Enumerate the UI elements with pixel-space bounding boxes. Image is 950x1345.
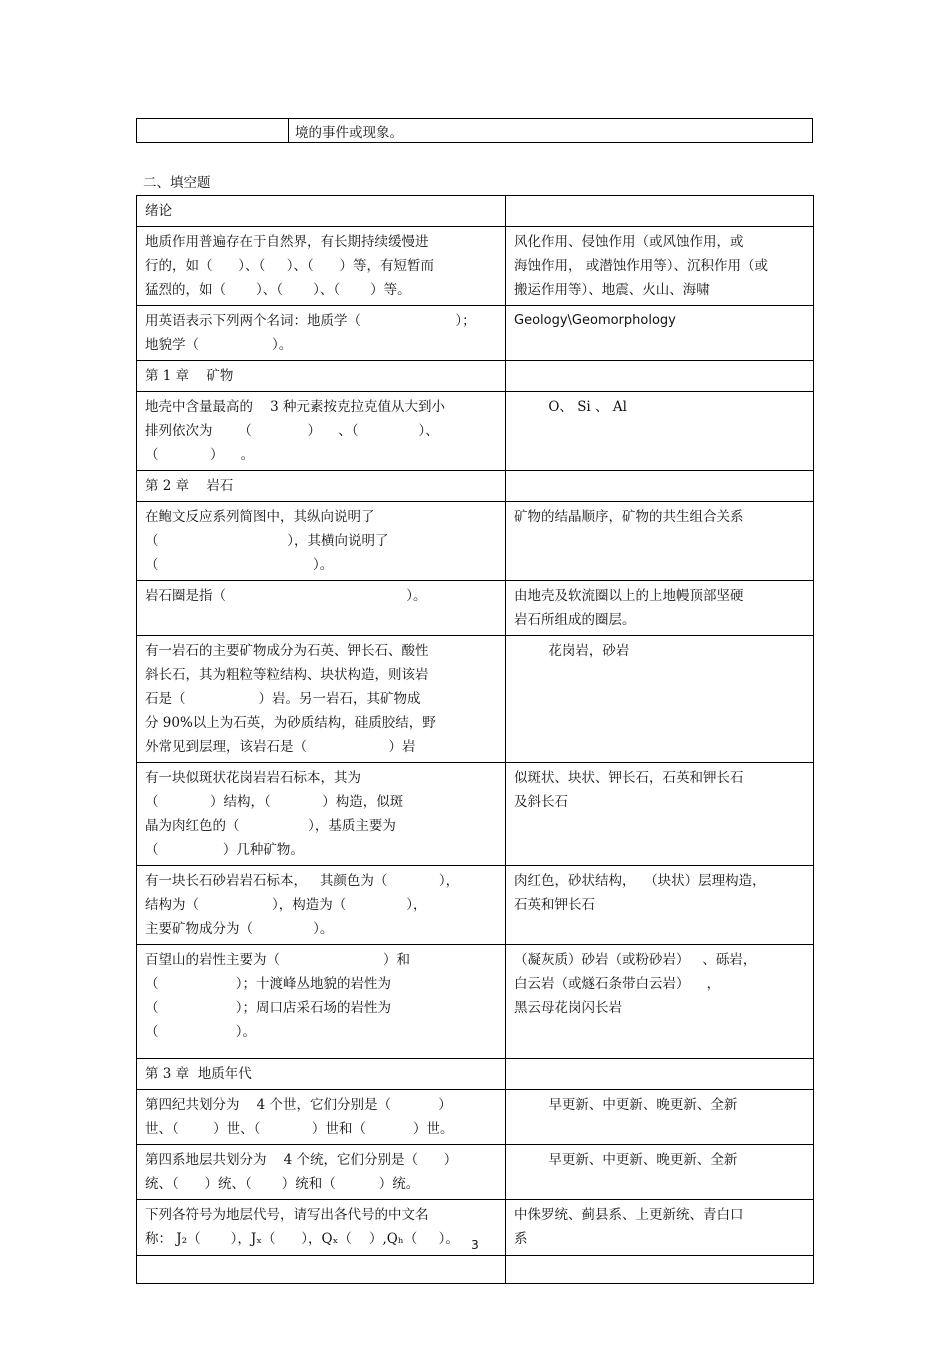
question-cell (137, 763, 506, 866)
question-line: （ ）；十渡峰丛地貌的岩性为 (145, 976, 391, 992)
table-row (137, 636, 814, 763)
chapter-heading: 第 2 章 岩石 (145, 478, 234, 494)
question-line: （ ）；周口店采石场的岩性为 (145, 1000, 391, 1016)
question-line: （ ），其横向说明了 (145, 533, 389, 549)
question-line: 在鲍文反应系列简图中，其纵向说明了 (145, 509, 375, 525)
question-line: 有一岩石的主要矿物成分为石英、钾长石、酸性 (145, 643, 429, 659)
question-cell (137, 1090, 506, 1145)
question-cell (137, 471, 506, 502)
answer-line: O、 Si 、 Al (514, 399, 627, 415)
chapter-heading-row (137, 1059, 814, 1090)
answer-line: 中侏罗统、蓟县系、上更新统、青白口 (514, 1207, 744, 1223)
question-line: 岩石圈是指（ ）。 (145, 588, 427, 604)
answer-line: Geology\Geomorphology (514, 313, 676, 328)
answer-cell (506, 581, 814, 636)
answer-cell (506, 866, 814, 945)
question-line: 地貌学（ ）。 (145, 337, 293, 353)
answer-cell (506, 1256, 814, 1284)
question-line: 百望山的岩性主要为（ ）和 (145, 952, 410, 968)
answer-line: 白云岩（或燧石条带白云岩） ， (514, 976, 721, 992)
answer-line: 由地壳及软流圈以上的上地幔顶部坚硬 (514, 588, 744, 604)
table-row (137, 1090, 814, 1145)
answer-line: 石英和钾长石 (514, 897, 595, 913)
question-line: 石是（ ）岩。另一岩石，其矿物成 (145, 691, 421, 707)
table-row (137, 945, 814, 1059)
question-cell (137, 581, 506, 636)
answer-cell (506, 945, 814, 1059)
question-line: 下列各符号为地层代号，请写出各代号的中文名 (145, 1207, 429, 1223)
question-cell (137, 1145, 506, 1200)
table-row (137, 1256, 814, 1284)
question-line: 斜长石，其为粗粒等粒结构、块状构造，则该岩 (145, 667, 429, 683)
chapter-heading-row (137, 361, 814, 392)
chapter-heading: 第 3 章 地质年代 (145, 1066, 252, 1082)
answer-line: 矿物的结晶顺序，矿物的共生组合关系 (514, 509, 744, 525)
answer-cell (506, 196, 814, 227)
table-row (137, 119, 813, 143)
question-cell (137, 636, 506, 763)
answer-cell (506, 306, 814, 361)
table-row (137, 306, 814, 361)
answer-line: 岩石所组成的圈层。 (514, 612, 636, 628)
fill-blank-table (136, 195, 814, 1284)
answer-line: 肉红色，砂状结构， （块状）层理构造， (514, 873, 766, 889)
table-row (137, 866, 814, 945)
table-row (137, 581, 814, 636)
answer-cell (506, 1145, 814, 1200)
answer-line: 及斜长石 (514, 794, 568, 810)
table-row (137, 1145, 814, 1200)
question-line: （ ）结构，（ ）构造，似斑 (145, 794, 404, 810)
answer-line: 早更新、中更新、晚更新、全新 (514, 1097, 738, 1113)
answer-cell (506, 763, 814, 866)
question-line: 结构为（ ），构造为（ ）， (145, 897, 427, 913)
table-row (137, 763, 814, 866)
question-line: 第四纪共划分为 4 个世，它们分别是（ ） (145, 1097, 452, 1113)
answer-cell (506, 392, 814, 471)
question-cell (137, 306, 506, 361)
question-line: 世、（ ）世、（ ）世和（ ）世。 (145, 1121, 454, 1137)
table-row (137, 502, 814, 581)
question-line: 分 90%以上为石英，为砂质结构，硅质胶结，野 (145, 715, 436, 731)
question-line: 排列依次为 （ ） 、（ ）、 (145, 423, 439, 439)
question-cell (137, 227, 506, 306)
question-line: 猛烈的，如（ ）、（ ）、（ ）等。 (145, 282, 411, 298)
question-line: （ ） 。 (145, 447, 255, 463)
answer-cell (506, 636, 814, 763)
question-line: （ ）几种矿物。 (145, 842, 304, 858)
page-number: 3 (471, 1238, 479, 1252)
question-cell (137, 945, 506, 1059)
question-line: （ ）。 (145, 557, 334, 573)
question-line: 有一块似斑状花岗岩岩石标本，其为 (145, 770, 361, 786)
question-line: 地壳中含量最高的 3 种元素按克拉克值从大到小 (145, 399, 446, 415)
question-cell (137, 1256, 506, 1284)
question-line: 外常见到层理，该岩石是（ ）岩 (145, 739, 416, 755)
question-line: 行的，如（ ）、（ ）、（ ）等，有短暂而 (145, 258, 434, 274)
section-title: 二、填空题 (143, 175, 211, 191)
question-cell (137, 866, 506, 945)
question-line: 称： J₂（ ），Jₓ（ ），Qₓ（ ）,Qₕ（ ）。 (145, 1231, 459, 1247)
question-line: 主要矿物成分为（ ）。 (145, 921, 334, 937)
question-cell (137, 196, 506, 227)
question-line: 用英语表示下列两个名词：地质学（ ）； (145, 313, 476, 329)
question-line: 地质作用普遍存在于自然界，有长期持续缓慢进 (145, 234, 429, 250)
question-cell (137, 1059, 506, 1090)
question-cell (137, 502, 506, 581)
question-line: 第四系地层共划分为 4 个统，它们分别是（ ） (145, 1152, 458, 1168)
answer-line: 黑云母花岗闪长岩 (514, 1000, 622, 1016)
question-line: 统、（ ）统、（ ）统和（ ）统。 (145, 1176, 420, 1192)
answer-cell (506, 471, 814, 502)
answer-cell (506, 502, 814, 581)
top-right-cell: 境的事件或现象。 (289, 119, 813, 143)
question-line: （ ）。 (145, 1024, 256, 1040)
chapter-heading: 绪论 (145, 203, 172, 219)
question-cell (137, 361, 506, 392)
question-cell (137, 392, 506, 471)
answer-line: 花岗岩，砂岩 (514, 643, 630, 659)
answer-cell (506, 1090, 814, 1145)
chapter-heading: 第 1 章 矿物 (145, 368, 234, 384)
answer-cell (506, 1059, 814, 1090)
answer-line: （凝灰质）砂岩（或粉砂岩） 、砾岩， (514, 952, 757, 968)
answer-cell (506, 361, 814, 392)
top-left-cell (137, 119, 289, 143)
answer-line: 早更新、中更新、晚更新、全新 (514, 1152, 738, 1168)
question-line: 晶为肉红色的（ ），基质主要为 (145, 818, 396, 834)
answer-line: 风化作用、侵蚀作用（或风蚀作用，或 (514, 234, 744, 250)
answer-line: 海蚀作用， 或潜蚀作用等）、沉积作用（或 (514, 258, 769, 274)
question-line: 有一块长石砂岩岩石标本， 其颜色为（ ）， (145, 873, 460, 889)
answer-line: 似斑状、块状、钾长石，石英和钾长石 (514, 770, 744, 786)
chapter-heading-row (137, 471, 814, 502)
chapter-heading-row (137, 196, 814, 227)
top-continuation-table (136, 118, 813, 143)
answer-line: 系 (514, 1231, 528, 1247)
answer-cell (506, 227, 814, 306)
answer-line: 搬运作用等）、地震、火山、海啸 (514, 282, 710, 298)
table-row (137, 227, 814, 306)
table-row (137, 392, 814, 471)
